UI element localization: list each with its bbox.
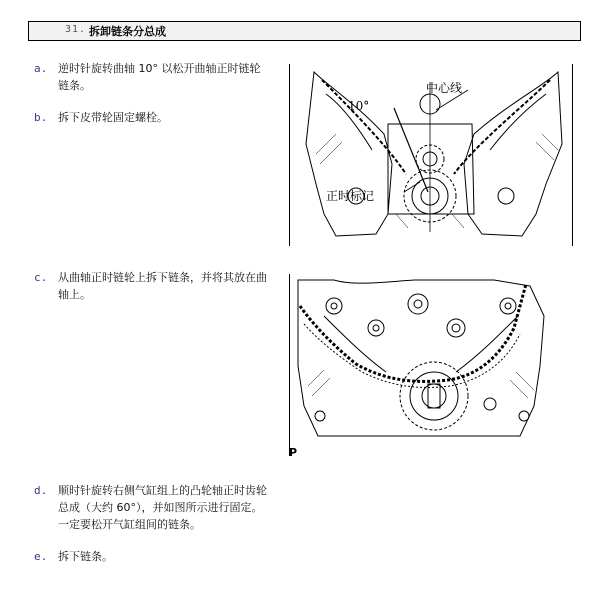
- engine-timing-drawing: [296, 64, 576, 246]
- engine-chain-drawing: [294, 276, 548, 448]
- figure1-left-rule: [289, 64, 290, 246]
- step-letter: b.: [34, 111, 48, 124]
- step-line: 链条。: [58, 79, 91, 92]
- center-line-label: 中心线: [426, 81, 463, 95]
- step-line: 顺时针旋转右侧气缸组上的凸轮轴正时齿轮: [58, 484, 267, 497]
- step-letter: d.: [34, 484, 48, 497]
- figure2-corner-label: [289, 444, 303, 458]
- step-line: 总成（大约 60°），并如图所示进行固定。: [58, 501, 263, 514]
- step-c: [34, 269, 284, 305]
- step-line: 轴上。: [58, 288, 91, 301]
- timing-mark-label: 正时标记: [326, 189, 375, 203]
- step-a: [34, 60, 284, 96]
- step-letter: e.: [34, 550, 48, 563]
- angle-label: 10°: [348, 99, 370, 113]
- step-letter: a.: [34, 62, 48, 75]
- figure2-left-rule: [289, 274, 290, 456]
- corner-letter: P: [289, 446, 298, 459]
- section-title: 拆卸链条分总成: [89, 25, 166, 38]
- step-b: [34, 109, 284, 127]
- figure1-right-rule: [572, 64, 573, 246]
- step-line: 拆下皮带轮固定螺栓。: [58, 111, 168, 124]
- section-number: 31.: [65, 24, 87, 35]
- step-d: [34, 482, 294, 536]
- section-header: [28, 21, 581, 41]
- step-line: 逆时针旋转曲轴 10° 以松开曲轴正时链轮: [58, 62, 261, 75]
- step-line: 拆下链条。: [58, 550, 113, 563]
- step-e: [34, 548, 284, 566]
- step-letter: c.: [34, 271, 48, 284]
- figure2-illustration: [294, 276, 548, 448]
- step-line: 从曲轴正时链轮上拆下链条，并将其放在曲: [58, 271, 267, 284]
- figure1-illustration: [296, 64, 576, 246]
- step-line: 一定要松开气缸组间的链条。: [58, 518, 201, 531]
